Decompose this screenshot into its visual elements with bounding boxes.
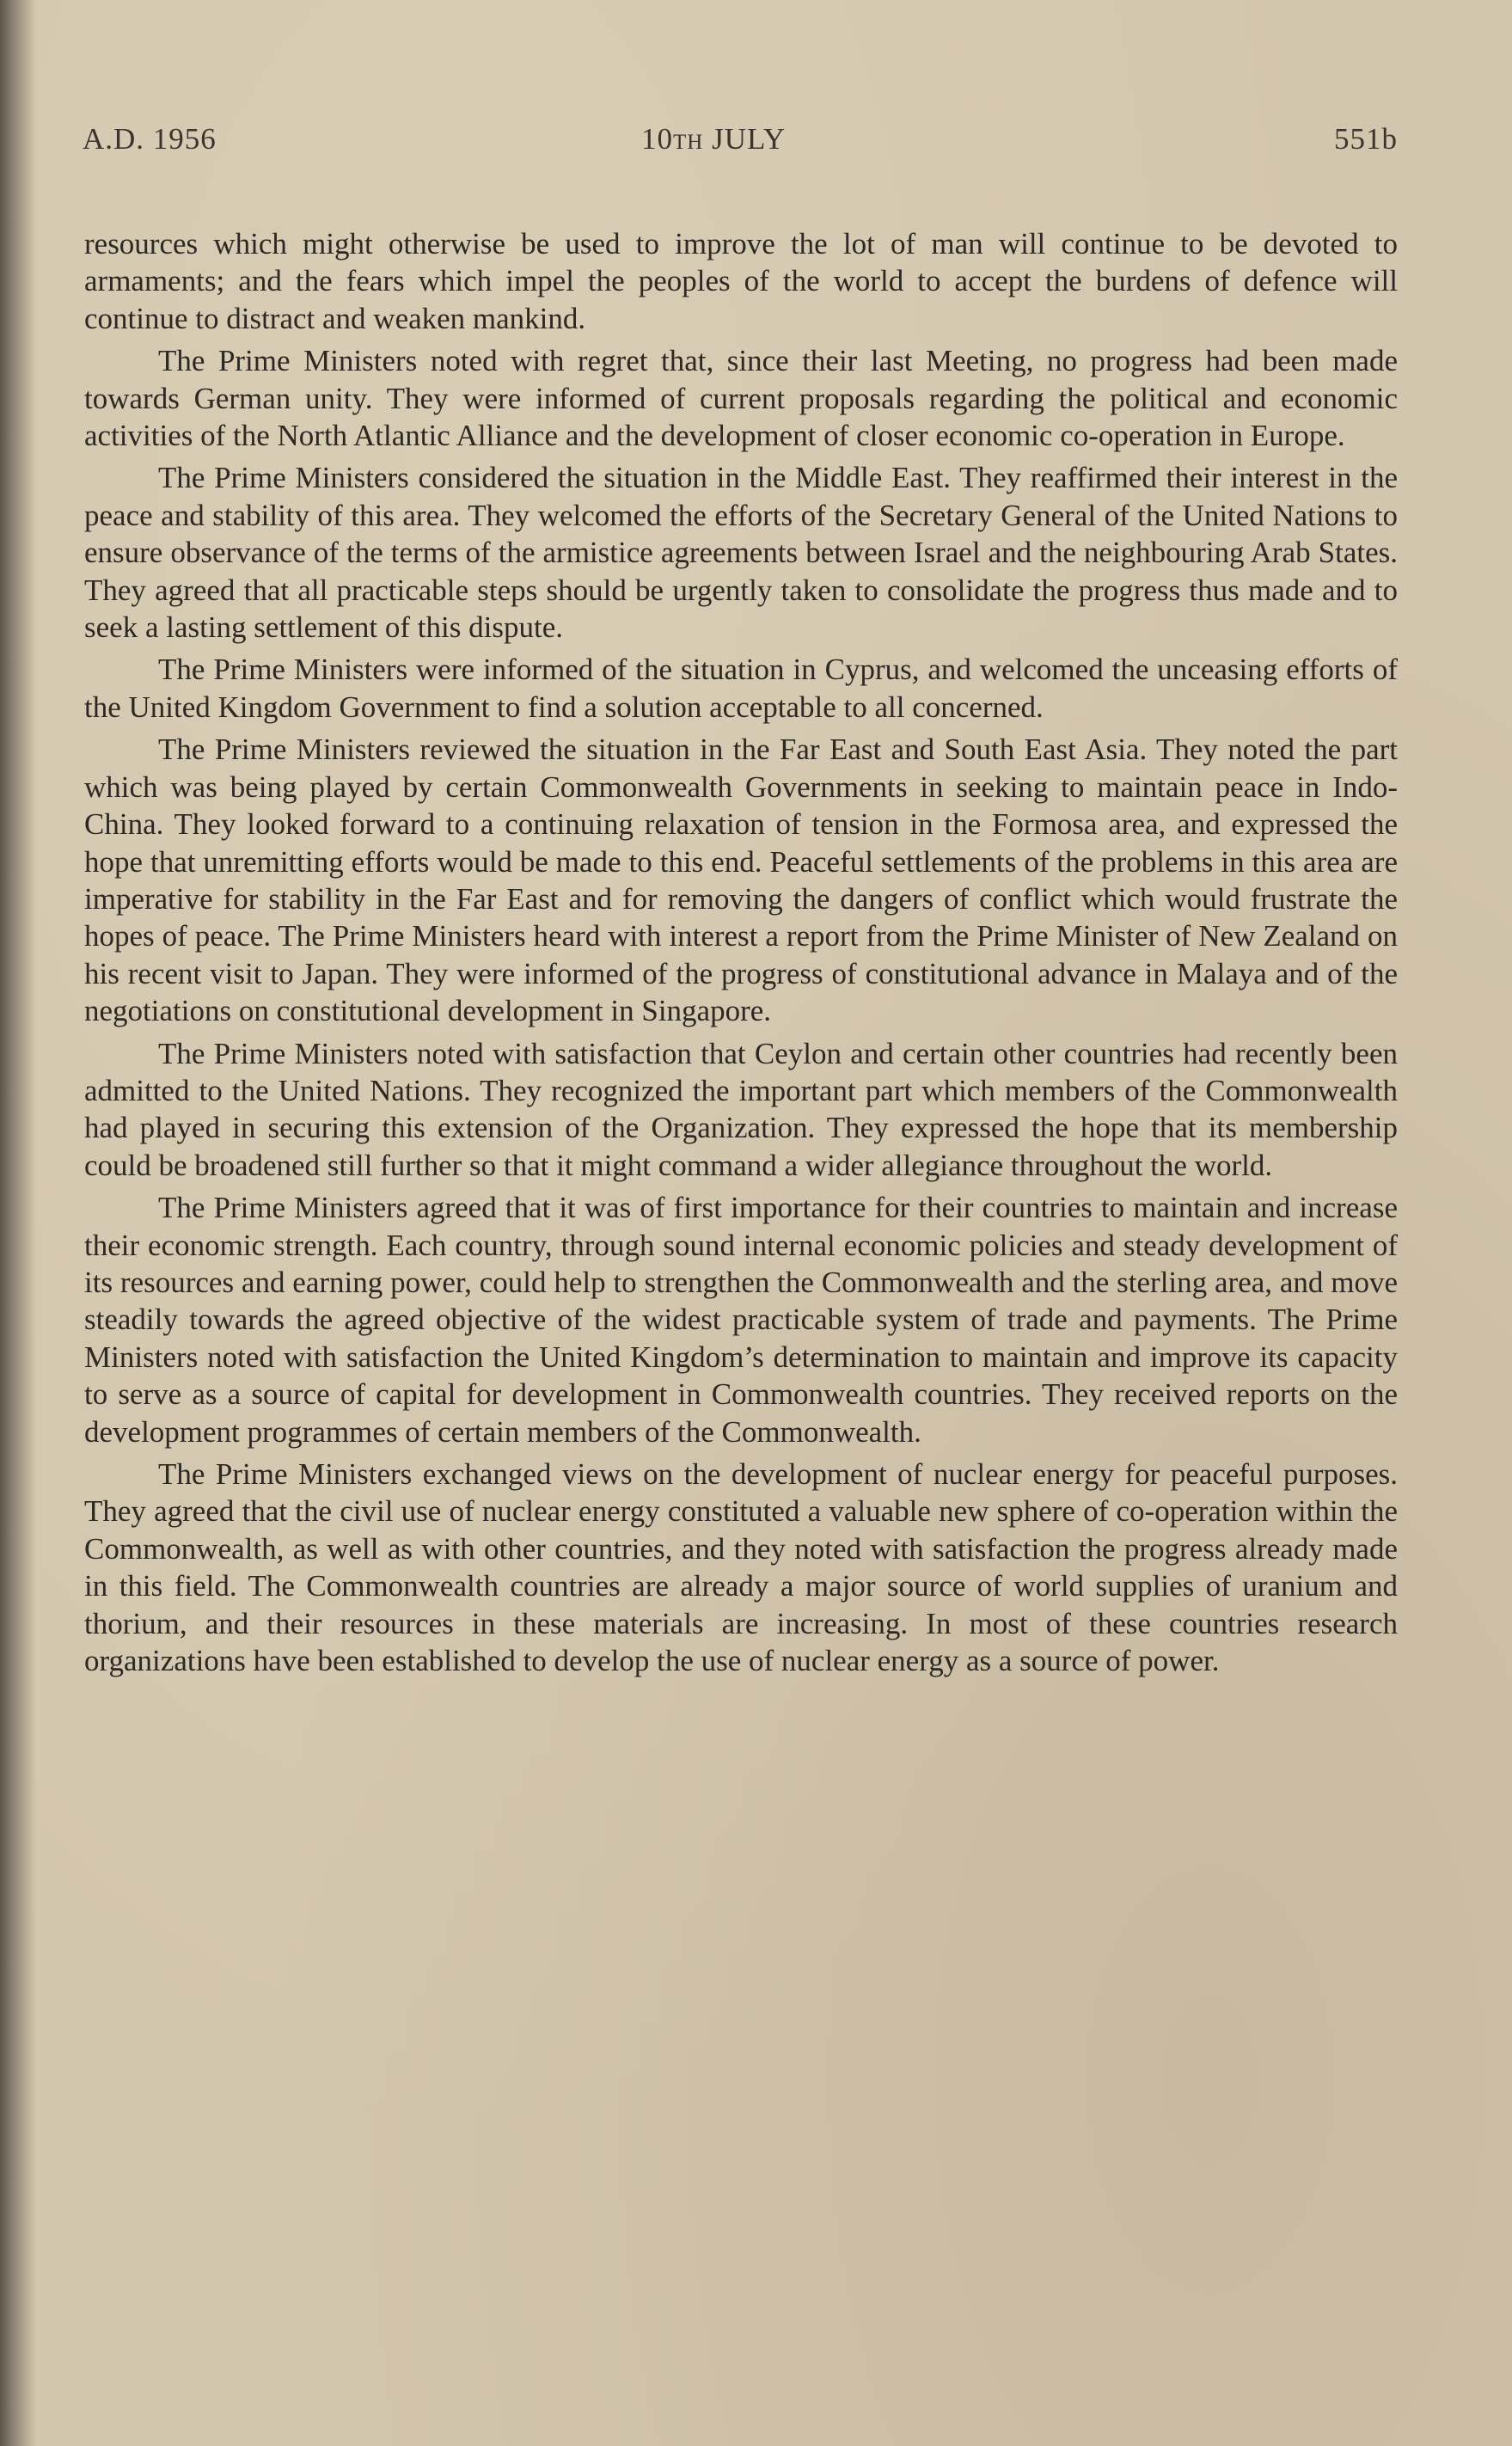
paragraph-armaments: resources which might otherwise be used to improve the lot of man will continue to be devoted to armaments; and the fears which impel the peoples of the world to accept the burdens of defence will continue to distract and weaken mankind. <box>84 227 1398 335</box>
paragraph-nuclear-energy: The Prime Ministers exchanged views on the development of nuclear energy for peaceful purposes. They agreed that the civil use of nuclear energy constituted a valuable new sphere of co-operation within the Commonwealth, as well as with other countries, and they noted with satisfaction the progress already made in this field. The Commonwealth countries are already a major source of world supplies of uranium and thorium, and their resources in these materials are increasing. In most of these countries research organizations have been established to develop the use of nuclear energy as a source of power. <box>84 1457 1398 1678</box>
document-body <box>84 225 1398 1684</box>
binding-edge <box>0 0 36 2446</box>
paragraph-far-east: The Prime Ministers reviewed the situation in the Far East and South East Asia. They noted the part which was being played by certain Commonwealth Governments in seeking to maintain peace in Indo-China. They looked forward to a continuing relaxation of tension in the Formosa area, and expressed the hope that unremitting efforts would be made to this end. Peaceful settlements of the problems in this area are imperative for stability in the Far East and for removing the dangers of conflict which would frustrate the hopes of peace. The Prime Ministers heard with interest a report from the Prime Minister of New Zealand on his recent visit to Japan. They were informed of the progress of constitutional advance in Malaya and of the negotiations on constitutional development in Singapore. <box>84 733 1398 1028</box>
paragraph-economic-strength: The Prime Ministers agreed that it was of first importance for their countries to maintain and increase their economic strength. Each country, through sound internal economic policies and steady development of its resources and earning power, could help to strengthen the Commonwealth and the sterling area, and move steadily towards the agreed objective of the widest practicable system of trade and payments. The Prime Ministers noted with satisfaction the United Kingdom’s determination to maintain and improve its capacity to serve as a source of capital for development in Commonwealth countries. They received reports on the development programmes of certain members of the Commonwealth. <box>84 1191 1398 1449</box>
paragraph-united-nations: The Prime Ministers noted with satisfaction that Ceylon and certain other countries had recently been admitted to the United Nations. They recognized the important part which members of the Commonwealth had played in securing this extension of the Organization. They expressed the hope that its membership could be broadened still further so that it might command a wider allegiance throughout the world. <box>84 1036 1398 1182</box>
running-header <box>83 122 1398 163</box>
header-year: A.D. 1956 <box>83 122 217 156</box>
paragraph-middle-east: The Prime Ministers considered the situation in the Middle East. They reaffirmed their interest in the peace and stability of this area. They welcomed the efforts of the Secretary General of the United Nations to ensure observance of the terms of the armistice agreements between Israel and the neighbouring Arab States. They agreed that all practicable steps should be urgently taken to consolidate the progress thus made and to seek a lasting settlement of this dispute. <box>84 461 1398 645</box>
paragraph-cyprus: The Prime Ministers were informed of the situation in Cyprus, and welcomed the unceasing efforts of the United Kingdom Government to find a solution acceptable to all concerned. <box>84 653 1398 724</box>
header-date: 10th JULY <box>641 122 787 156</box>
paragraph-german-unity: The Prime Ministers noted with regret that, since their last Meeting, no progress had been made towards German unity. They were informed of current proposals regarding the political and economic activities of the North Atlantic Alliance and the development of closer economic co-operation in Europe. <box>84 344 1398 453</box>
page-number: 551b <box>1334 122 1398 156</box>
